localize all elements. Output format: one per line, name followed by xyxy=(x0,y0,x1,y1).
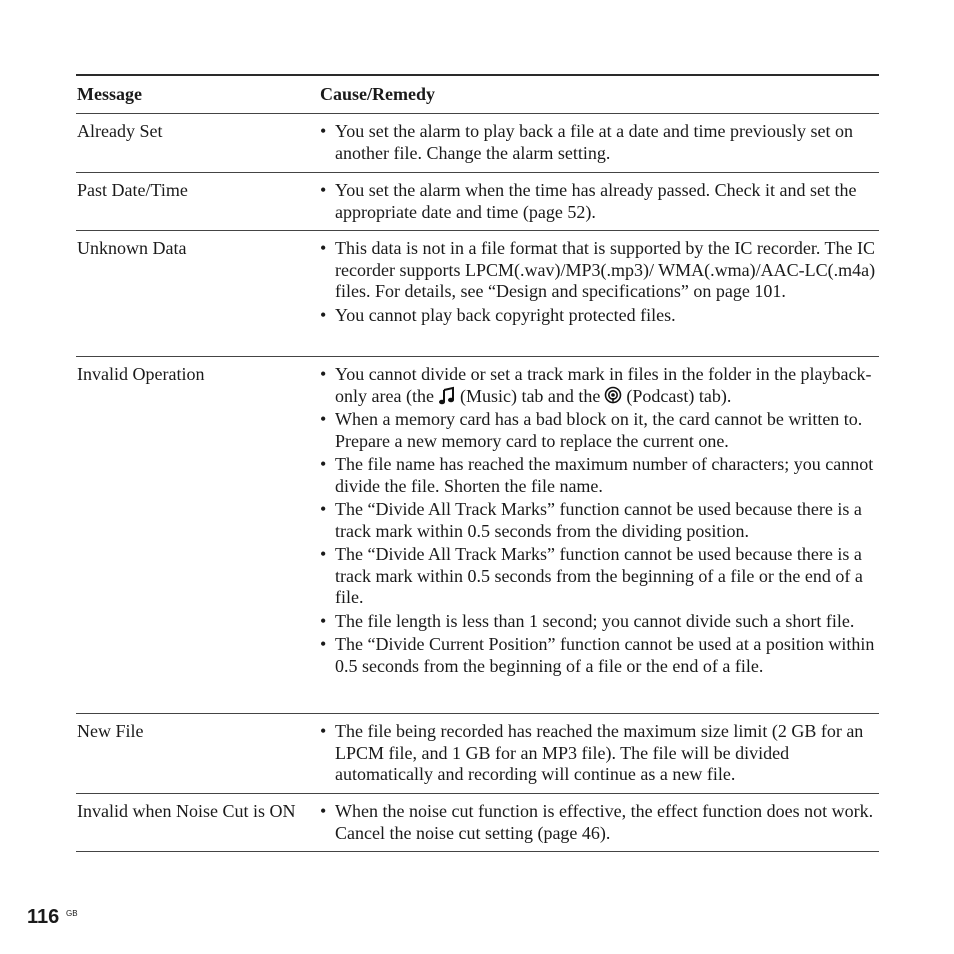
podcast-icon xyxy=(603,386,623,406)
cause-cell xyxy=(320,801,879,843)
bullet-text: When the noise cut function is effective, the effect function does not work. Cancel the noise cut setting (page 46). xyxy=(335,801,874,843)
bullet: • xyxy=(320,499,327,519)
cause-cell xyxy=(320,364,879,705)
region-code: GB xyxy=(66,909,78,918)
cause-cell xyxy=(320,721,879,785)
list-item xyxy=(320,305,879,327)
bullet-text: (Podcast) tab). xyxy=(626,385,732,406)
list-item xyxy=(320,238,879,303)
bullet: • xyxy=(320,801,327,821)
bullet-text: This data is not in a file format that is supported by the IC recorder. The IC recorder supports LPCM(.wav)/MP3(.mp3)/ WMA(.wma)/AAC-LC(.m4a) files. For details, see “Design and specifications” on page 101. xyxy=(335,238,876,301)
table-row xyxy=(76,794,879,852)
list-item xyxy=(320,499,879,542)
bullet: • xyxy=(320,364,327,384)
bullet-text: You set the alarm to play back a file at a date and time previously set on another file. Change the alarm setting. xyxy=(335,121,854,163)
list-item xyxy=(320,634,879,677)
header-message: Message xyxy=(77,84,142,104)
list-item xyxy=(320,801,879,844)
bullet: • xyxy=(320,721,327,741)
list-item xyxy=(320,544,879,609)
bullet-text: When a memory card has a bad block on it, the card cannot be written to. Prepare a new memory card to replace the current one. xyxy=(335,409,863,451)
message-cell: Unknown Data xyxy=(77,238,187,258)
cause-cell xyxy=(320,180,879,222)
message-table xyxy=(76,74,879,852)
bullet: • xyxy=(320,544,327,564)
bullet-text: (Music) tab and the xyxy=(459,385,601,406)
bullet: • xyxy=(320,634,327,654)
page-number: 116 xyxy=(27,906,60,928)
list-item xyxy=(320,611,879,633)
bullet: • xyxy=(320,610,327,631)
bullet: • xyxy=(320,180,327,200)
message-cell: New File xyxy=(77,721,144,741)
bullet-text: The file name has reached the maximum number of characters; you cannot divide the file. Shorten the file name. xyxy=(335,454,874,496)
table-header xyxy=(76,76,879,114)
bullet-text: The “Divide Current Position” function cannot be used at a position within 0.5 seconds from the beginning of a file or the end of a file. xyxy=(335,634,875,676)
cause-cell xyxy=(320,238,879,348)
bullet: • xyxy=(320,454,327,474)
list-item xyxy=(320,121,879,164)
bullet: • xyxy=(320,238,327,258)
bullet-text: The “Divide All Track Marks” function cannot be used because there is a track mark within 0.5 seconds from the beginning of a file or the end of a file. xyxy=(335,544,863,607)
table-row xyxy=(76,231,879,357)
message-cell: Past Date/Time xyxy=(77,180,188,200)
table-row xyxy=(76,357,879,714)
bullet-text: You set the alarm when the time has already passed. Check it and set the appropriate date and time (page 52). xyxy=(335,180,857,222)
bullet-text: The file being recorded has reached the maximum size limit (2 GB for an LPCM file, and 1 GB for an MP3 file). The file will be divided automatically and recording will continue as a new file. xyxy=(335,721,864,784)
bullet: • xyxy=(320,409,327,429)
table-row xyxy=(76,114,879,173)
bullet-text: You cannot divide or set a track mark in files in the folder in the playback-only area (the xyxy=(335,364,872,406)
list-item xyxy=(320,180,879,223)
list-item xyxy=(320,364,879,407)
list-item xyxy=(320,454,879,497)
table-row xyxy=(76,173,879,231)
music-note-icon xyxy=(437,386,457,406)
message-cell: Invalid when Noise Cut is ON xyxy=(77,801,296,821)
bullet-text: The file length is less than 1 second; you cannot divide such a short file. xyxy=(335,610,855,631)
list-item xyxy=(320,409,879,452)
cause-cell xyxy=(320,121,879,164)
header-cause-remedy: Cause/Remedy xyxy=(320,84,435,104)
list-item xyxy=(320,721,879,786)
bullet-text: The “Divide All Track Marks” function cannot be used because there is a track mark within 0.5 seconds from the dividing position. xyxy=(335,499,862,541)
bullet-text: You cannot play back copyright protected files. xyxy=(335,304,676,325)
message-cell: Invalid Operation xyxy=(77,364,205,384)
bullet: • xyxy=(320,121,327,141)
bullet: • xyxy=(320,304,327,325)
message-cell: Already Set xyxy=(77,121,163,141)
table-row xyxy=(76,714,879,794)
